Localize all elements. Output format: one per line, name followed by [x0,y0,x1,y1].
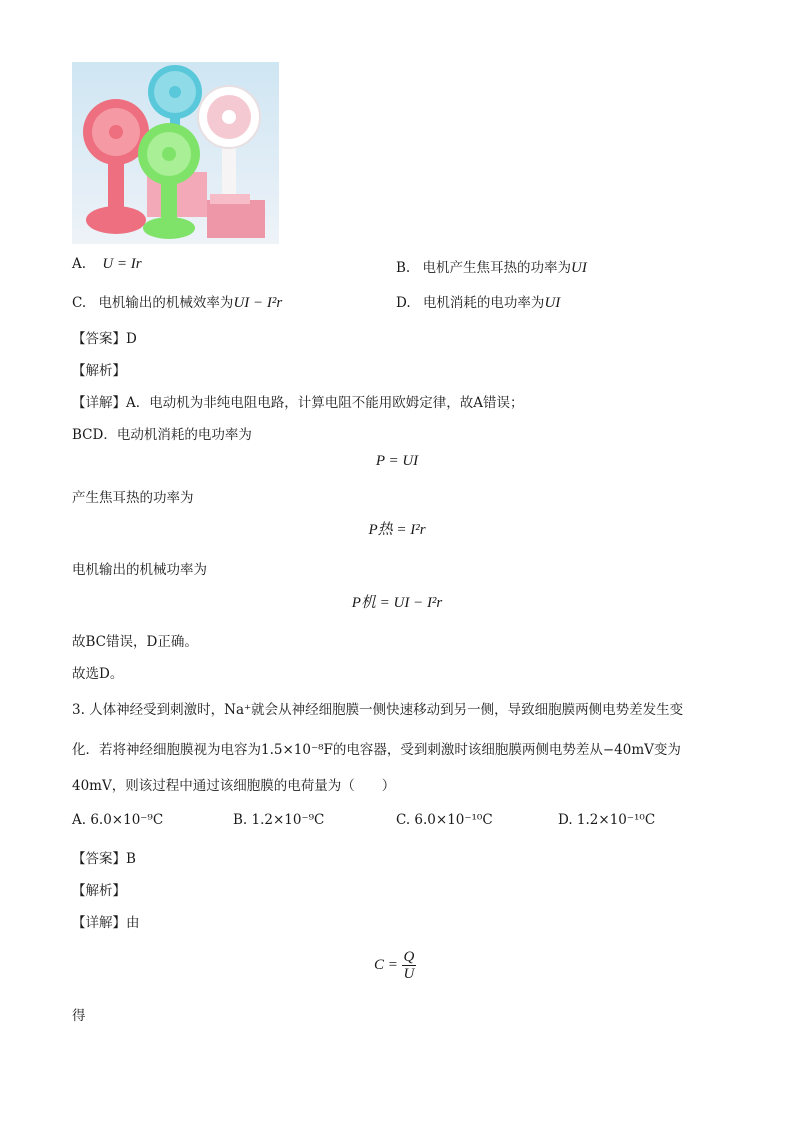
q3-analysis-heading: 【解析】 [72,883,126,899]
q3-equation-capacitance [374,944,416,986]
q2-option-c [72,291,282,312]
q2-equation-heat: P热 = I²r [368,522,426,538]
q3-stem-line: 3. 人体神经受到刺激时，Na⁺就会从神经细胞膜一侧快速移动到另一侧，导致细胞膜两侧电势差发生变 [72,702,684,718]
q3-option-d: D. 1.2×10⁻¹⁰C [558,812,656,828]
option-formula: UI − I²r [233,295,283,311]
q2-detail-line: BCD．电动机消耗的电功率为 [72,427,252,443]
q2-detail-line: 【详解】A．电动机为非纯电阻电路，计算电阻不能用欧姆定律，故A错误； [72,395,524,411]
option-formula: UI [544,295,561,311]
fans-illustration [72,62,279,244]
option-formula: UI [571,260,587,276]
q2-analysis-heading: 【解析】 [72,363,126,379]
q2-answer: 【答案】D [72,331,137,347]
option-formula: U = Ir [102,256,142,272]
fraction [402,949,416,982]
option-text: 电机消耗的电功率为 [422,295,545,311]
q3-option-a: A. 6.0×10⁻⁹C [72,812,164,828]
option-label: B. [396,260,411,276]
q2-choice: 故选D。 [72,666,124,682]
q3-option-b: B. 1.2×10⁻⁹C [233,812,325,828]
q2-detail-line: 产生焦耳热的功率为 [72,490,194,506]
q2-option-d [396,291,560,312]
q3-answer: 【答案】B [72,851,136,867]
handheld-fans-photo [72,62,279,244]
option-text: 电机产生焦耳热的功率为 [422,260,572,276]
fraction-denominator: U [403,965,415,982]
q3-stem-line: 化．若将神经细胞膜视为电容为1.5×10⁻⁸F的电容器，受到刺激时该细胞膜两侧电势差从−40mV变为 [72,742,681,758]
q2-equation-power: P = UI [375,453,419,469]
option-label: A. [72,256,87,272]
option-text: 电机输出的机械效率为 [98,295,234,311]
q2-option-b [396,256,587,277]
option-label: C. [72,295,87,311]
equation-lhs: C = [374,956,398,973]
q2-conclusion: 故BC错误，D正确。 [72,634,198,650]
q3-detail-line: 【详解】由 [72,915,140,931]
option-label: D. [396,295,411,311]
q3-detail-line: 得 [72,1008,86,1024]
q2-equation-mechanical: P机 = UI − I²r [351,595,443,611]
q2-detail-line: 电机输出的机械功率为 [72,562,207,578]
q2-option-a [72,256,142,273]
fraction-numerator: Q [403,948,415,965]
q3-stem-line: 40mV，则该过程中通过该细胞膜的电荷量为（ ） [72,778,396,794]
q3-option-c: C. 6.0×10⁻¹⁰C [396,812,493,828]
